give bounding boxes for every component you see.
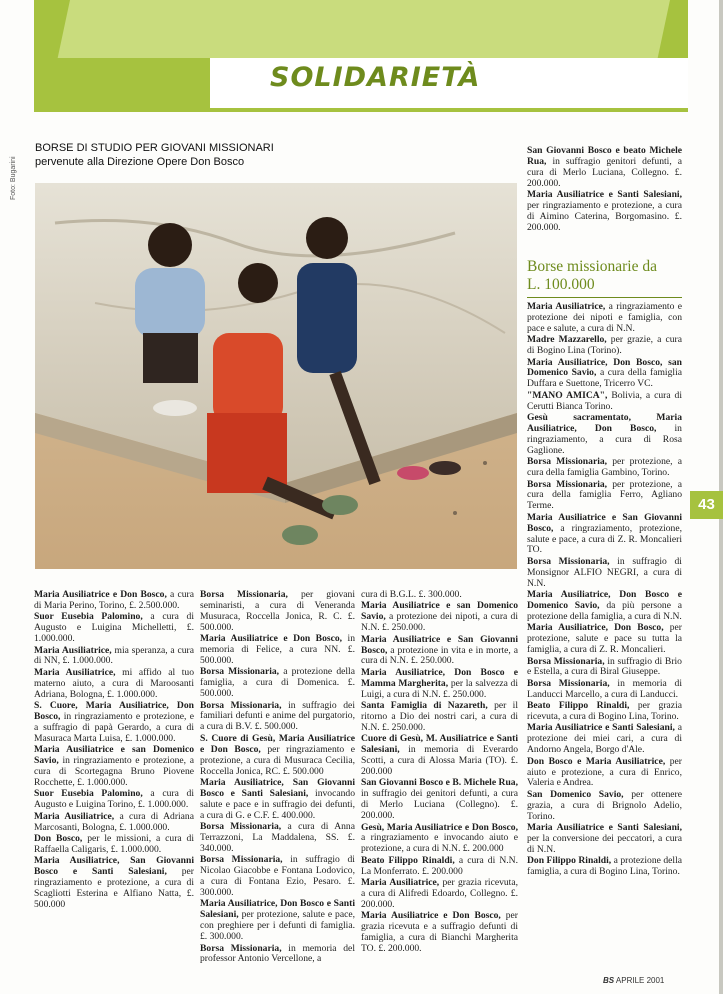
donation-dedication: Borsa Missionaria, (200, 589, 288, 600)
donation-entry (200, 634, 355, 667)
footer-magazine: BS (603, 976, 615, 985)
donation-details: in suffragio di Brio e Estella, a cura di Biral Giuseppe. (527, 655, 682, 678)
donation-entry (527, 480, 682, 513)
donation-dedication: Maria Ausiliatrice, (34, 810, 115, 822)
section-heading-line2: L. 100.000 (527, 276, 595, 293)
donation-dedication: Maria Ausiliatrice e Don Bosco, (200, 633, 343, 645)
donation-details: per grazia ricevuta, a cura di Alifredi Edoardo, Collegno. £. 200.000. (361, 877, 518, 910)
donation-entry (361, 823, 518, 856)
donation-entry (34, 856, 194, 911)
donation-details: in ringraziamento e protezione, e a suffragio di papà Gerardo, a cura di Masuraca Marta Luisa, £. 1.000.000. (34, 710, 194, 744)
donation-entry (361, 911, 518, 955)
donation-entry (527, 623, 682, 656)
donation-details: a ringraziamento e protezione dei nipoti e famiglia, con pace e salute, a cura di N.N. (527, 301, 683, 334)
donation-entry (34, 812, 194, 834)
photo-illustration (35, 183, 517, 569)
donation-details: in ringraziamento e protezione, a cura di Scortegagna Bruno Piovene Rocchette, £. 1.000.000. (34, 755, 194, 788)
donation-entry (34, 789, 194, 811)
donation-entry (34, 745, 194, 789)
page-number-tab: 43 (690, 491, 723, 519)
donation-dedication: Beato Filippo Rinaldi, (527, 700, 630, 712)
headline-line1: BORSE DI STUDIO PER GIOVANI MISSIONARI (35, 142, 274, 154)
donation-dedication: Borsa Missionaria, (200, 942, 282, 954)
donation-entry (361, 668, 518, 701)
donation-entry (527, 757, 682, 790)
donation-dedication: Beato Filippo Rinaldi, (361, 854, 455, 866)
donation-entry (361, 778, 518, 822)
donation-dedication: Maria Ausiliatrice, (34, 644, 112, 656)
donation-details: a cura della famiglia Duffara e Suettone, Tricerro VC. (527, 367, 682, 390)
text-column-5 (527, 302, 682, 879)
donation-details: a protezione dei nipoti, a cura di N.N. £. 250.000. (361, 611, 518, 634)
section-heading-rule (527, 297, 682, 298)
donation-details: per grazia ricevuta e a suffragio defunti di famiglia, a cura di Bianchi Margherita TO. £. 200.000. (361, 910, 518, 954)
donation-dedication: Maria Ausiliatrice, San Giovanni Bosco e Santi Salesiani, (34, 855, 194, 878)
donation-entry (527, 146, 682, 190)
donation-details: in memoria di Landucci Marcello, a cura di Landucci. (527, 677, 682, 700)
donation-dedication: Borsa Missionaria, (200, 666, 280, 678)
donation-entry (527, 679, 682, 701)
donation-entry (200, 822, 355, 855)
donation-details: per le missioni, a cura di Raffaella Caligaris, £. 1.000.000. (34, 832, 195, 855)
donation-entry (200, 667, 355, 700)
donation-entry (200, 778, 355, 822)
donation-details: per ringraziamento e protezione, a cura di Scagliotti Esterina e Alfiano Natta, £. 500.000 (34, 866, 194, 910)
header-stripe (58, 0, 670, 58)
donation-dedication: Madre Mazzarello, (527, 334, 607, 346)
donation-details: per ringraziamento e protezione, a cura di Musuraca Cecilia, Roccella Jonica, RC. £. 500.000 (200, 743, 355, 777)
donation-entry (34, 834, 194, 856)
donation-dedication: Maria Ausiliatrice e Don Bosco, (361, 910, 501, 922)
donation-dedication: "MANO AMICA", (527, 389, 608, 401)
donation-dedication: Santa Famiglia di Nazareth, (361, 700, 488, 712)
donation-details: a protezione della famiglia, a cura di Domenica. £. 500.000. (200, 666, 355, 700)
donation-details: in suffragio di Nicolao Giacobbe e Fontana Lodovico, a cura di Fontana Ezio, Pesaro. £. 300.000. (200, 854, 355, 898)
donation-entry (361, 856, 518, 878)
text-column-2 (200, 590, 355, 966)
donation-details: in memoria di Everardo Scotti, a cura di Alossa Maria (TO). £. 200.000 (361, 744, 518, 777)
donation-dedication: Maria Ausiliatrice, San Giovanni Bosco e Santi Salesiani, (200, 776, 355, 799)
children-photo (35, 183, 517, 569)
donation-details: mi affido al tuo materno aiuto, a cura di Maroosanti Adriana, Bologna, £. 1.000.000. (34, 666, 194, 700)
section-heading-100000 (527, 258, 687, 294)
donation-dedication: San Giovanni Bosco e B. Michele Rua, (361, 777, 518, 789)
donation-entry (361, 601, 518, 634)
donation-dedication: Borsa Missionaria, (527, 555, 610, 567)
donation-details: per protezione, a cura della famiglia Gambino, Torino. (527, 456, 682, 479)
donation-details: per protezione, salute e pace su tutta la famiglia, a cura di Z. R. Moncalieri. (527, 622, 682, 656)
donation-details: per grazia ricevuta, a cura di Bogino Lina, Torino. (527, 700, 682, 723)
donation-dedication: S. Cuore, Maria Ausiliatrice, Don Bosco, (34, 700, 194, 722)
donation-details: per la conversione dei peccatori, a cura di N.N. (527, 833, 682, 855)
header-rule (210, 108, 688, 112)
donation-dedication: Borsa Missionaria, (200, 854, 283, 866)
text-column-3 (361, 590, 518, 955)
donation-entry (527, 335, 682, 357)
donation-entry (361, 590, 518, 601)
donation-entry (361, 701, 518, 734)
donation-entry (361, 878, 518, 911)
donation-entry (527, 590, 682, 623)
donation-details: a cura di Adriana Marcosanti, Bologna, £. 1.000.000. (34, 810, 194, 833)
donation-details: per la salvezza di Luigi, a cura di N.N. £. 250.000. (361, 677, 518, 700)
donation-details: a ringraziamento, protezione, salute e pace, a cura di Z. R. Moncalieri TO. (527, 522, 682, 556)
donation-dedication: Maria Ausiliatrice e san Domenico Savio, (361, 600, 518, 623)
donation-details: a cura di N.N. La Monferrato. £. 200.000 (361, 854, 518, 877)
text-column-4 (527, 146, 682, 234)
donation-entry (527, 823, 682, 856)
donation-dedication: Maria Ausiliatrice, (361, 877, 440, 889)
donation-details: per protezione, salute e pace, con preghiere per i defunti di famiglia. £. 300.000. (200, 909, 355, 943)
donation-dedication: Don Bosco, (34, 832, 83, 844)
donation-entry (200, 734, 355, 778)
donation-details: Bolivia, a cura di Cerutti Bianca Torino. (527, 389, 682, 412)
donation-dedication: Borsa Missionaria, (527, 677, 610, 689)
donation-details: invocando salute e pace e in suffragio dei defunti, a cura di G. e C.F. £. 400.000. (200, 787, 355, 821)
donation-details: a cura di Anna Terrazzoni, La Maddalena, SS. £. 340.000. (200, 821, 355, 854)
donation-entry (527, 790, 682, 823)
headline-line2: pervenute alla Direzione Opere Don Bosco (35, 156, 245, 168)
donation-entry (527, 557, 682, 590)
donation-dedication: Maria Ausiliatrice, Don Bosco e Santi Salesiani, (200, 898, 355, 921)
donation-entry (361, 734, 518, 778)
donation-dedication: Don Filippo Rinaldi, (527, 855, 612, 867)
donation-details: per protezione, a cura della famiglia Ferro, Agliano Terme. (527, 478, 682, 512)
donation-entry (527, 358, 682, 391)
donation-dedication: Don Bosco e Maria Ausiliatrice, (527, 755, 666, 767)
donation-dedication: Maria Ausiliatrice, (527, 301, 606, 312)
donation-details: a cura di Maria Perino, Torino, £. 2.500.000. (34, 589, 194, 611)
donation-dedication: Maria Ausiliatrice, Don Bosco, san Domenico Savio, (527, 356, 682, 379)
donation-dedication: San Domenico Savio, (527, 788, 624, 800)
donation-dedication: S. Cuore di Gesù, Maria Ausiliatrice e Don Bosco, (200, 732, 355, 755)
donation-details: in suffragio dei genitori defunti, a cura di Merlo Luciana (Collegno). £. 200.000. (361, 788, 518, 822)
donation-details: cura di B.G.L. £. 300.000. (361, 589, 462, 600)
donation-details: a protezione dei miei cari, a cura di Andorno Angela, Borgo d'Ale. (527, 722, 682, 756)
donation-details: per ringraziamento e protezione, a cura di Aimino Caterina, Borgomasino. £. 200.000. (527, 200, 682, 233)
donation-entry (200, 701, 355, 734)
donation-details: per ottenere grazia, a cura di Brignolo Adelio, Torino. (527, 788, 682, 822)
donation-entry (527, 190, 682, 234)
donation-entry (200, 944, 355, 966)
donation-entry (361, 635, 518, 668)
donation-details: a cura di Augusto e Luigina Michelletti, £. 1.000.000. (34, 611, 194, 645)
donation-dedication: Borsa Missionaria, (527, 655, 605, 667)
donation-entry (527, 513, 682, 557)
donation-dedication: Maria Ausiliatrice e Santi Salesiani, (527, 189, 682, 201)
donation-details: per aiuto e protezione, a cura di Enrico, Valeria e Andrea. (527, 755, 682, 789)
donation-entry (200, 855, 355, 899)
donation-dedication: Maria Ausiliatrice e Santi Salesiani, (527, 822, 682, 834)
donation-dedication: Maria Ausiliatrice, Don Bosco, (527, 622, 664, 634)
donation-details: da più persone a protezione della famiglia, a cura di N.N. (527, 599, 682, 622)
donation-entry (527, 391, 682, 413)
donation-details: a cura di Augusto e Luigina Torino, £. 1.000.000. (34, 788, 194, 811)
donation-entry (200, 899, 355, 943)
donation-entry (527, 723, 682, 756)
donation-dedication: Maria Ausiliatrice e San Giovanni Bosco, (361, 633, 518, 656)
donation-dedication: Suor Eusebia Palomino, (34, 611, 143, 623)
donation-dedication: Borsa Missionaria, (200, 699, 282, 711)
photo-credit: Foto: Bugarini (10, 156, 17, 200)
donation-details: a protezione della famiglia, a cura di Bogino Lina, Torino. (527, 855, 682, 878)
donation-details: per grazie, a cura di Bogino Lina (Torino). (527, 334, 682, 357)
donation-details: in suffragio genitori defunti, a cura di Merlo Luciana, Collegno. £. 200.000. (527, 155, 682, 189)
donation-dedication: Suor Eusebia Palomino, (34, 788, 143, 800)
donation-dedication: Borsa Missionaria, (200, 821, 282, 833)
donation-dedication: Maria Ausiliatrice, Don Bosco e Domenico Savio, (527, 589, 682, 611)
donation-dedication: Maria Ausiliatrice e Don Bosco, (34, 589, 167, 600)
donation-entry (527, 701, 682, 723)
section-heading-line1: Borse missionarie da (527, 258, 658, 275)
donation-entry (34, 701, 194, 745)
text-column-1 (34, 590, 194, 911)
donation-entry (527, 302, 682, 335)
donation-details: per il ritorno a Dio dei nostri cari, a cura di N.N. £. 250.000. (361, 700, 518, 733)
donation-entry (527, 856, 682, 878)
donation-details: in memoria del professor Antonio Vercellone, a (200, 942, 355, 965)
donation-details: per giovani seminaristi, a cura di Veneranda Musuraca, Roccella Jonica, R. C. £. 500.000. (200, 589, 355, 633)
donation-details: in suffragio di Monsignor ALFIO NEGRI, a cura di N.N. (527, 555, 682, 589)
donation-dedication: Gesù, Maria Ausiliatrice e Don Bosco, (361, 821, 518, 833)
donation-details: mia speranza, a cura di NN, £. 1.000.000. (34, 644, 194, 667)
section-title: SOLIDARIETÀ (270, 62, 481, 93)
donation-entry (34, 646, 194, 668)
donation-entry (34, 668, 194, 701)
donation-details: a protezione in vita e in morte, a cura di N.N. £. 250.000. (361, 644, 518, 667)
donation-dedication: Maria Ausiliatrice e Santi Salesiani, (527, 722, 675, 734)
donation-dedication: Maria Ausiliatrice e san Domenico Savio, (34, 744, 194, 767)
donation-dedication: Maria Ausiliatrice, Don Bosco e Mamma Margherita, (361, 666, 518, 689)
donation-dedication: Maria Ausiliatrice, (34, 666, 116, 678)
donation-dedication: Borsa Missionaria, (527, 456, 608, 468)
headline (35, 141, 274, 169)
donation-dedication: San Giovanni Bosco e beato Michele Rua, (527, 145, 682, 167)
donation-details: a ringraziamento e invocando aiuto e protezione, a cura di N.N. £. 200.000 (361, 832, 518, 855)
donation-entry (527, 457, 682, 479)
donation-entry (34, 590, 194, 612)
footer-issue: APRILE 2001 (615, 976, 665, 985)
donation-details: in ringraziamento, a cura di Rosa Gaglione. (527, 422, 682, 456)
donation-dedication: Gesù sacramentato, Maria Ausiliatrice, Don Bosco, (527, 412, 682, 434)
donation-entry (34, 612, 194, 645)
donation-entry (527, 413, 682, 457)
footer (603, 976, 664, 985)
donation-details: in memoria di Felice, a cura NN. £. 500.000. (200, 633, 355, 666)
donation-dedication: Maria Ausiliatrice e San Giovanni Bosco, (527, 511, 682, 534)
donation-entry (200, 590, 355, 634)
donation-details: in suffragio dei familiari defunti e anime del purgatorio, a cura di B.V. £. 500.000. (200, 699, 355, 733)
donation-entry (527, 657, 682, 679)
donation-dedication: Borsa Missionaria, (527, 478, 608, 490)
donation-dedication: Cuore di Gesù, M. Ausiliatrice e Santi Salesiani, (361, 733, 518, 756)
